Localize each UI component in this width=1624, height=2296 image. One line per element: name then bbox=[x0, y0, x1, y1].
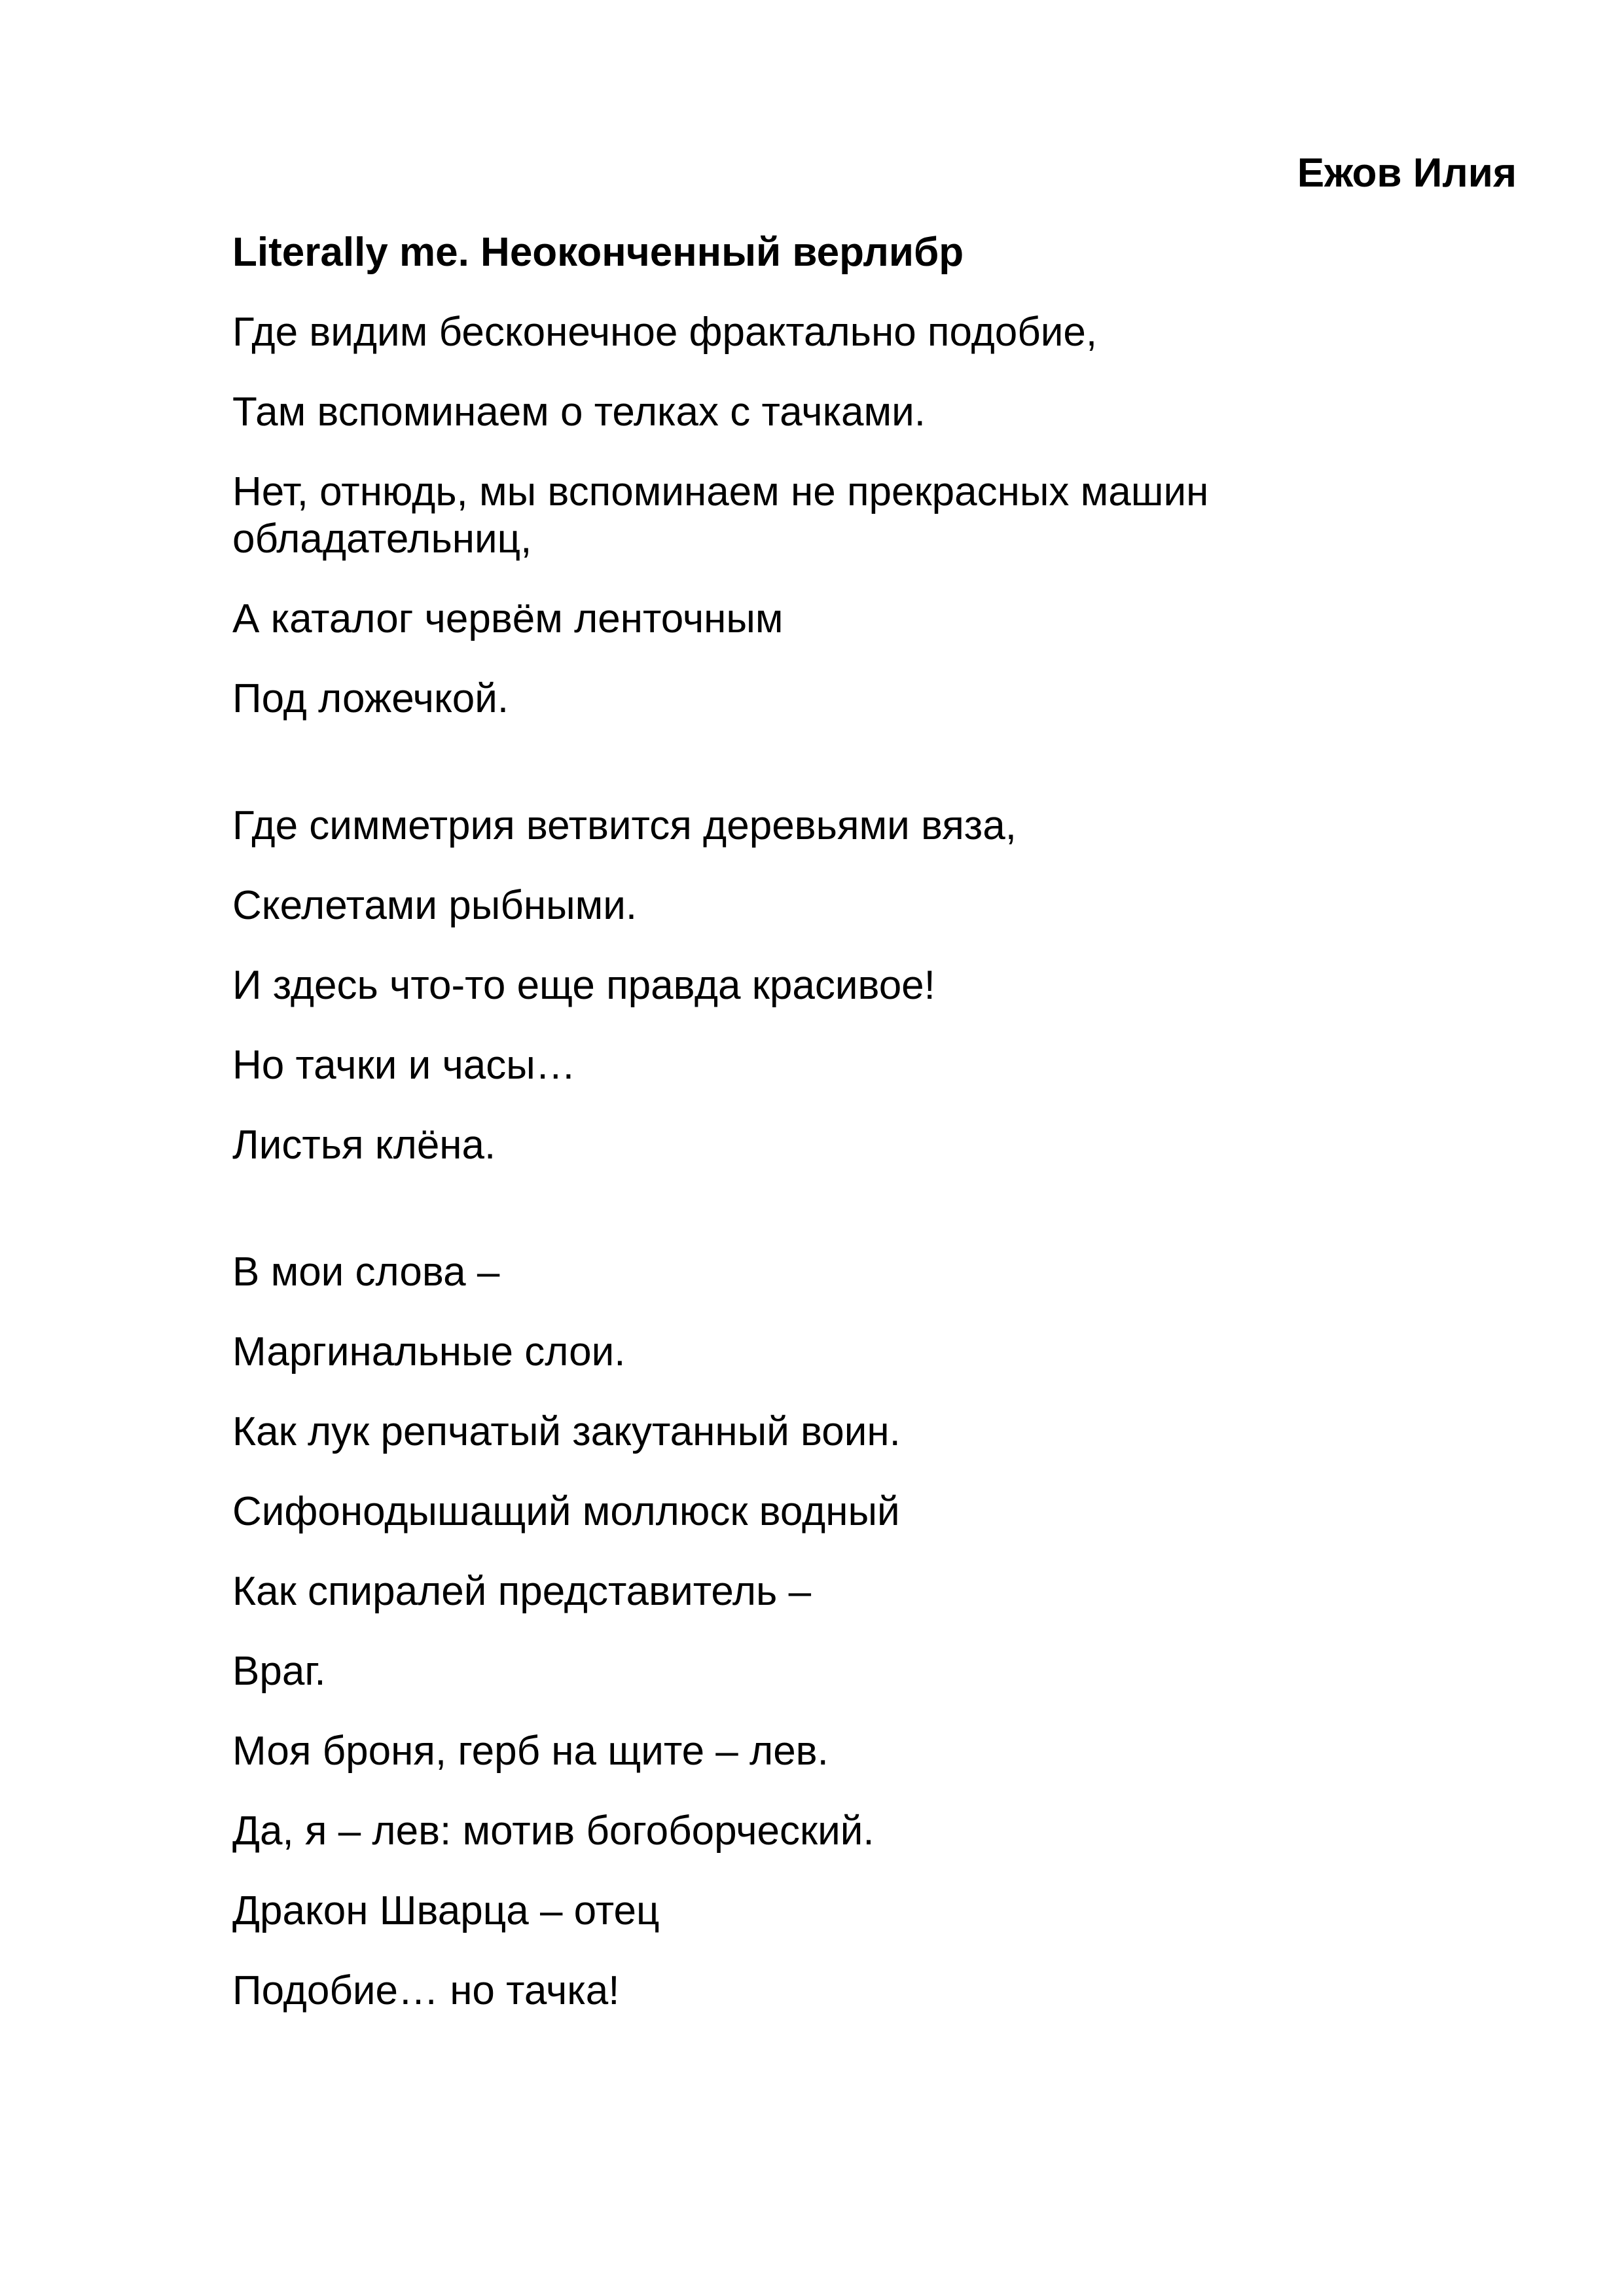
poem-line: Как лук репчатый закутанный воин. bbox=[232, 1409, 901, 1454]
poem-line: Скелетами рыбными. bbox=[232, 883, 638, 928]
poem-line: Где видим бесконечное фрактально подобие, bbox=[232, 310, 1098, 355]
poem-line: Дракон Шварца – отец bbox=[232, 1888, 660, 1933]
poem-line: Сифонодышащий моллюск водный bbox=[232, 1489, 900, 1534]
poem-line: Подобие… но тачка! bbox=[232, 1968, 620, 2013]
poem-line: Враг. bbox=[232, 1649, 326, 1694]
poem-line: И здесь что-то еще правда красивое! bbox=[232, 963, 935, 1008]
poem-line: Да, я – лев: мотив богоборческий. bbox=[232, 1808, 875, 1854]
poem-line: Листья клёна. bbox=[232, 1122, 496, 1168]
stanza-2 bbox=[232, 802, 1542, 1169]
author-name: Ежов Илия bbox=[1297, 151, 1517, 196]
poem-line: Где симметрия ветвится деревьями вяза, bbox=[232, 803, 1017, 848]
poem-title: Literally me. Неоконченный верлибр bbox=[232, 230, 964, 275]
poem-line: Как спиралей представитель – bbox=[232, 1569, 812, 1614]
poem-line: Маргинальные слои. bbox=[232, 1329, 626, 1374]
poem-line: Нет, отнюдь, мы вспоминаем не прекрасных машин обладательниц, bbox=[232, 469, 1220, 562]
poem-line: Там вспоминаем о телках с тачками. bbox=[232, 389, 926, 435]
poem-line: Под ложечкой. bbox=[232, 676, 509, 721]
poem bbox=[232, 229, 1542, 2047]
poem-line: А каталог червём ленточным bbox=[232, 596, 784, 641]
stanza-3 bbox=[232, 1249, 1542, 2015]
poem-line: Моя броня, герб на щите – лев. bbox=[232, 1729, 829, 1774]
stanza-1 bbox=[232, 309, 1542, 723]
poem-line: В мои слова – bbox=[232, 1249, 500, 1295]
poem-line: Но тачки и часы… bbox=[232, 1043, 576, 1088]
